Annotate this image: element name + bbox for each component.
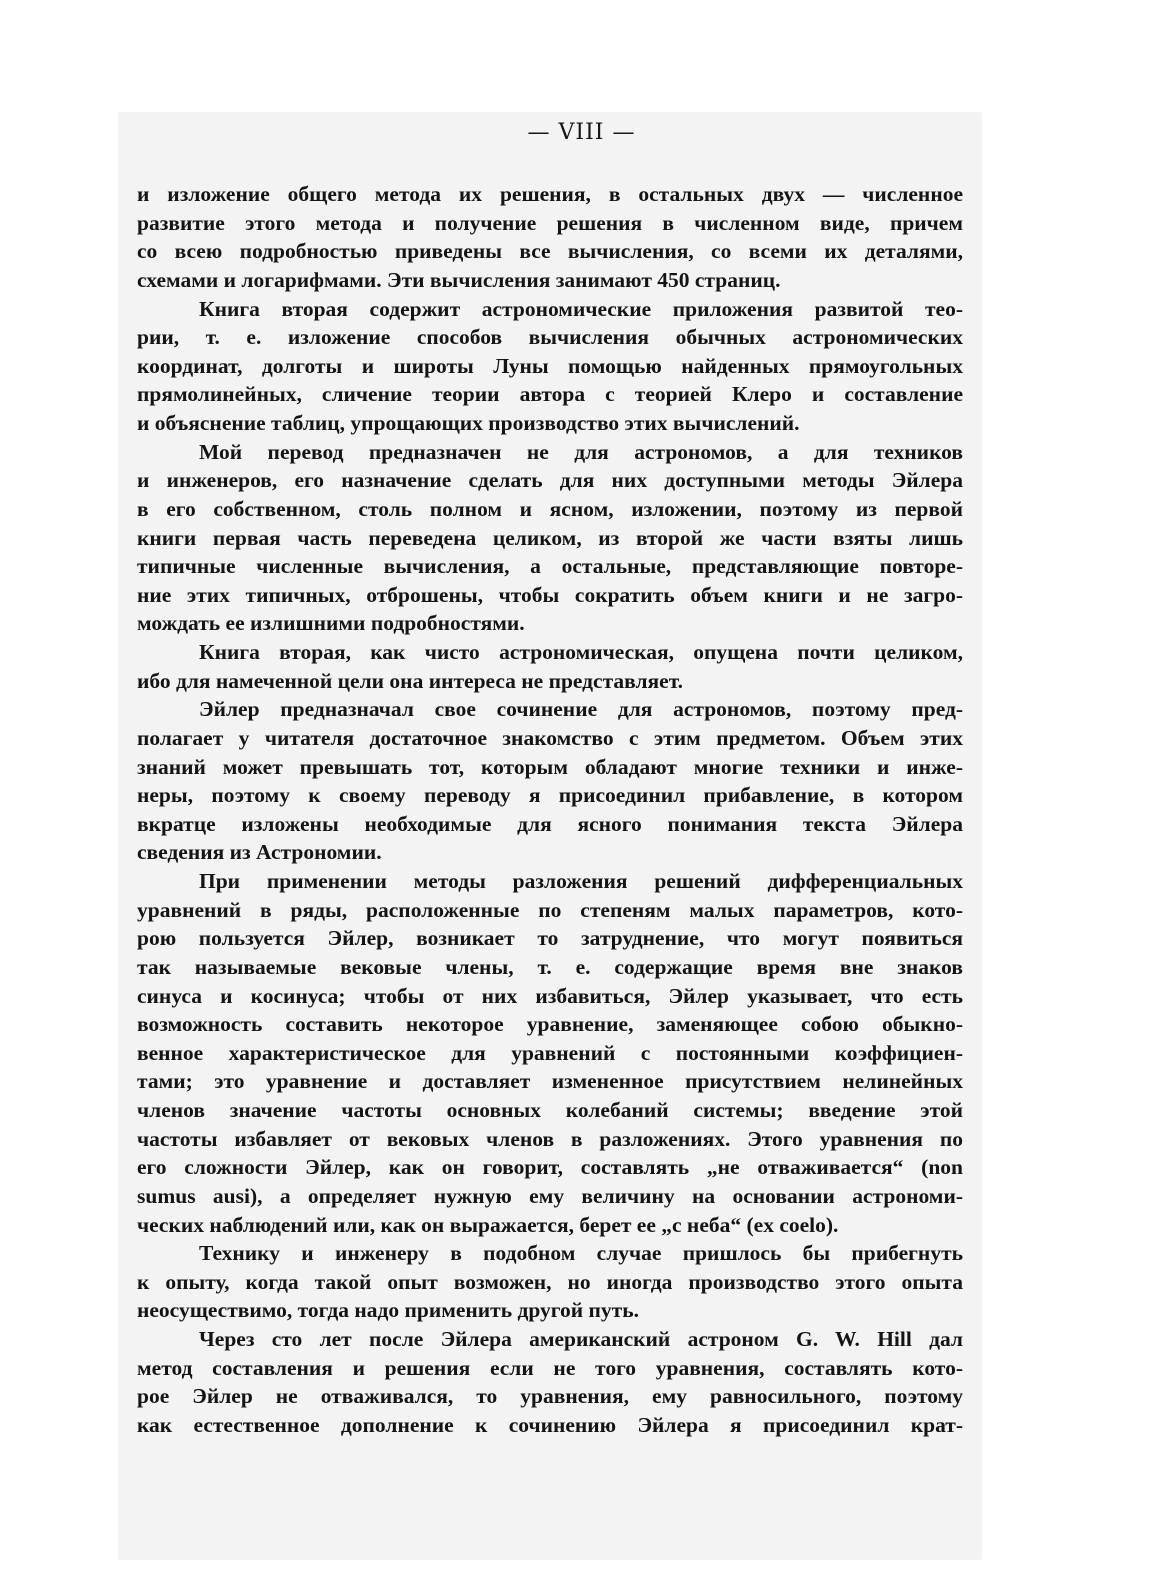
text-line: мождать ее излишними подробностями. bbox=[137, 611, 525, 636]
text-line: рии, т. е. изложение способов вычисления обычных астрономических bbox=[137, 325, 963, 350]
paragraph-p1 bbox=[137, 295, 963, 438]
text-line: его сложности Эйлер, как он говорит, составлять „не отваживается“ (non bbox=[137, 1155, 963, 1180]
paragraph-p5 bbox=[137, 867, 963, 1239]
text-line: знаний может превышать тот, которым обладают многие техники и инже- bbox=[137, 754, 963, 779]
text-line: полагает у читателя достаточное знакомство с этим предметом. Объем этих bbox=[137, 725, 963, 750]
text-line: членов значение частоты основных колебаний системы; введение этой bbox=[137, 1098, 963, 1122]
text-line: венное характеристическое для уравнений с постоянными коэффициен- bbox=[137, 1040, 963, 1065]
text-line: вкратце изложены необходимые для ясного понимания текста Эйлера bbox=[137, 811, 963, 836]
text-line: к опыту, когда такой опыт возможен, но иногда производство этого опыта bbox=[137, 1269, 963, 1294]
text-line: Технику и инженеру в подобном случае пришлось бы прибегнуть bbox=[199, 1241, 963, 1266]
paragraph-p4 bbox=[137, 695, 963, 867]
text-line: сведения из Астрономии. bbox=[137, 840, 382, 865]
text-line: со всею подробностью приведены все вычисления, со всеми их деталями, bbox=[137, 239, 963, 264]
text-line: ческих наблюдений или, как он выражается, берет ее „с неба“ (ex coelo). bbox=[137, 1212, 839, 1237]
text-line: как естественное дополнение к сочинению Эйлера я присоединил крат- bbox=[137, 1412, 963, 1437]
text-line: и инженеров, его назначение сделать для них доступными методы Эйлера bbox=[137, 468, 963, 493]
text-line: Книга вторая содержит астрономические приложения развитой тео- bbox=[199, 296, 963, 321]
page-number: — VIII — bbox=[527, 120, 636, 145]
paragraph-p2 bbox=[137, 438, 963, 638]
text-line: частоты избавляет от вековых членов в разложениях. Этого уравнения по bbox=[137, 1126, 963, 1151]
text-line: и объяснение таблиц, упрощающих производство этих вычислений. bbox=[137, 411, 800, 435]
text-line: sumus ausi), а определяет нужную ему величину на основании астрономи- bbox=[137, 1183, 963, 1208]
text-line: развитие этого метода и получение решения в численном виде, причем bbox=[137, 210, 963, 235]
text-line: рою пользуется Эйлер, возникает то затруднение, что могут появиться bbox=[137, 926, 963, 951]
paragraph-p0 bbox=[137, 180, 963, 295]
text-line: ибо для намеченной цели она интереса не представляет. bbox=[137, 668, 684, 693]
text-line: неры, поэтому к своему переводу я присоединил прибавление, в котором bbox=[137, 783, 963, 808]
text-line: Через сто лет после Эйлера американский астроном G. W. Hill дал bbox=[199, 1327, 963, 1351]
text-line: синуса и косинуса; чтобы от них избавиться, Эйлер указывает, что есть bbox=[137, 983, 963, 1008]
text-line: типичные численные вычисления, а остальные, представляющие повторе- bbox=[137, 554, 963, 579]
text-line: так называемые вековые члены, т. е. содержащие время вне знаков bbox=[137, 954, 963, 979]
text-line: схемами и логарифмами. Эти вычисления занимают 450 страниц. bbox=[137, 267, 781, 292]
text-line: Книга вторая, как чисто астрономическая, опущена почти целиком, bbox=[199, 640, 963, 664]
text-line: При применении методы разложения решений дифференциальных bbox=[199, 869, 963, 893]
text-line: Эйлер предназначал свое сочинение для астрономов, поэтому пред- bbox=[199, 697, 963, 722]
text-line: ние этих типичных, отброшены, чтобы сократить объем книги и не загро- bbox=[137, 582, 963, 607]
text-line: рое Эйлер не отваживался, то уравнения, ему равносильного, поэтому bbox=[137, 1384, 963, 1409]
text-line: и изложение общего метода их решения, в остальных двух — численное bbox=[137, 182, 963, 206]
body-text bbox=[137, 180, 963, 1440]
text-line: координат, долготы и широты Луны помощью найденных прямоугольных bbox=[137, 353, 963, 378]
text-line: Мой перевод предназначен не для астрономов, а для техников bbox=[199, 439, 963, 464]
text-line: уравнений в ряды, расположенные по степеням малых параметров, кото- bbox=[137, 897, 963, 922]
text-line: тами; это уравнение и доставляет измененное присутствием нелинейных bbox=[137, 1069, 963, 1094]
text-line: в его собственном, столь полном и ясном, изложении, поэтому из первой bbox=[137, 496, 963, 521]
text-line: прямолинейных, сличение теории автора с теорией Клеро и составление bbox=[137, 382, 963, 407]
text-line: метод составления и решения если не того уравнения, составлять кото- bbox=[137, 1355, 963, 1380]
text-line: неосуществимо, тогда надо применить другой путь. bbox=[137, 1298, 639, 1323]
paragraph-p7 bbox=[137, 1325, 963, 1440]
paragraph-p3 bbox=[137, 638, 963, 695]
text-line: возможность составить некоторое уравнение, заменяющее собою обыкно- bbox=[137, 1012, 963, 1037]
paragraph-p6 bbox=[137, 1239, 963, 1325]
text-line: книги первая часть переведена целиком, из второй же части взяты лишь bbox=[137, 525, 963, 550]
